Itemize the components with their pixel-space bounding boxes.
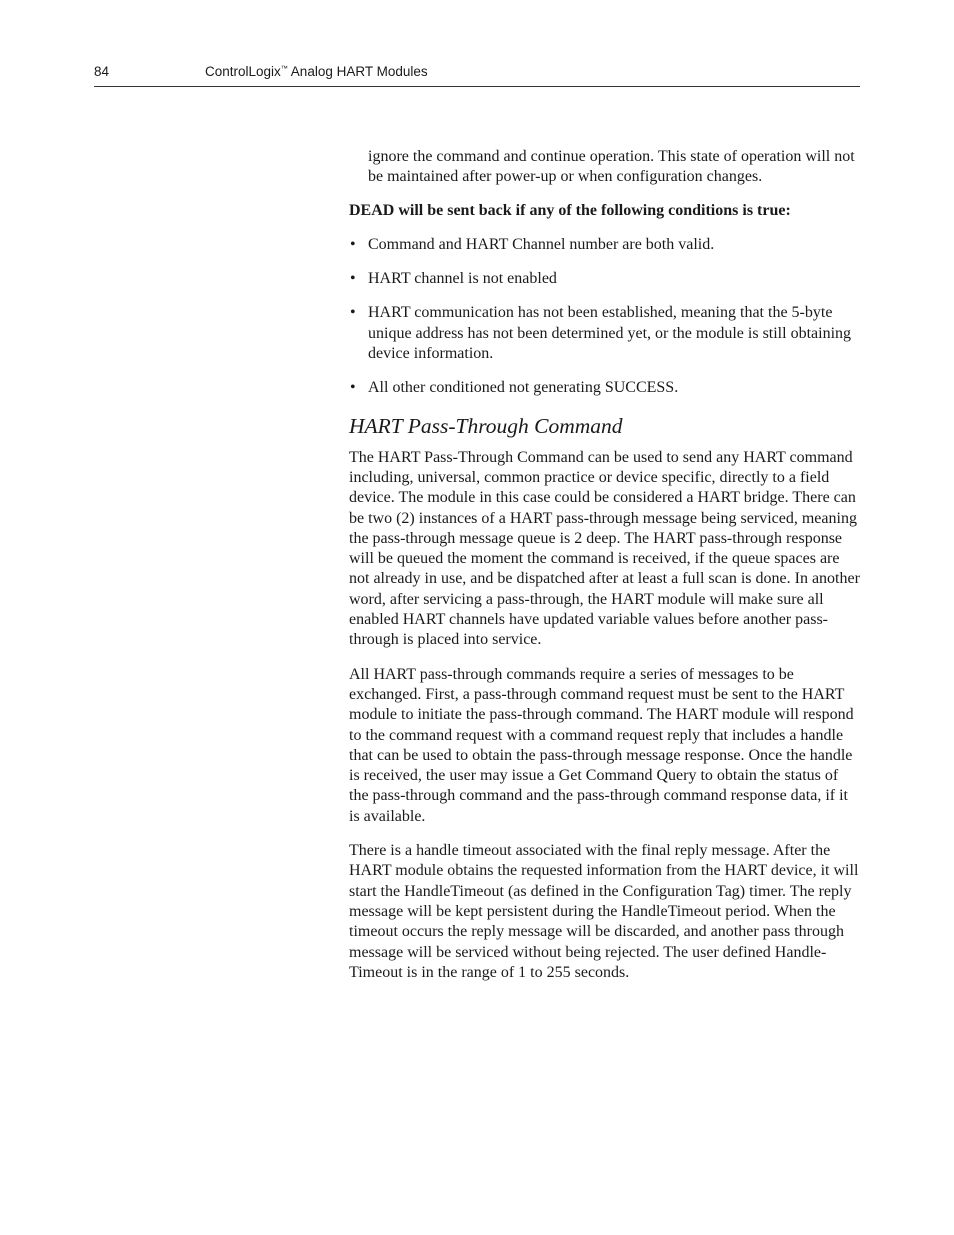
list-item xyxy=(349,303,861,364)
list-item xyxy=(349,269,861,289)
body-paragraph-pass-through-intro: The HART Pass-Through Command can be used to send any HART command including, universal, common practice or device specific, directly to a field device. The module in this case could be considered a HART bridge. There can be two (2) instances of a HART pass-through message being serviced, meaning the pass-through message queue is 2 deep. The HART pass-through response will be queued the moment the command is received, if the queue spaces are not already in use, and be dispatched after at least a full scan is done. In another word, after servicing a pass-through, the HART module will make sure all enabled HART channels have updated variable values before another pass-through is placed into service. xyxy=(349,448,860,649)
page-number: 84 xyxy=(94,64,110,79)
trademark-mark: ™ xyxy=(280,65,288,73)
bullet-icon: • xyxy=(350,304,356,322)
page-header xyxy=(94,62,860,87)
bullet-icon: • xyxy=(350,235,356,253)
dead-conditions-heading: DEAD will be sent back if any of the following conditions is true: xyxy=(349,201,791,219)
list-item-text: All other conditioned not generating SUCCESS. xyxy=(368,379,679,397)
body-paragraph-handle-timeout: There is a handle timeout associated with the final reply message. After the HART module obtains the requested information from the HART device, it will start the HandleTimeout (as defined in the Configuration Tag) timer. The reply message will be kept persistent during the HandleTimeout period. When the timeout occurs the reply message will be discarded, and another pass through message will be serviced without being rejected. The user defined Handle-Timeout is in the range of 1 to 255 seconds. xyxy=(349,842,859,981)
running-title xyxy=(205,64,428,79)
body-paragraph-message-exchange: All HART pass-through commands require a series of messages to be exchanged. First, a pass-through command request must be sent to the HART module to initiate the pass-through command. The HART module will respond to the command request with a command request reply that includes a handle that can be used to obtain the pass-through message response. Once the handle is received, the user may issue a Get Command Query to obtain the status of the pass-through command and the pass-through command response data, if it is available. xyxy=(349,665,854,825)
running-title-main: ControlLogix xyxy=(205,64,281,79)
list-item-text: Command and HART Channel number are both valid. xyxy=(368,235,715,253)
continued-paragraph: ignore the command and continue operation. This state of operation will not be maintained after power-up or when configuration changes. xyxy=(368,148,855,186)
bullet-icon: • xyxy=(350,379,356,397)
running-title-rest: Analog HART Modules xyxy=(287,64,428,79)
list-item xyxy=(349,378,861,398)
list-item-text: HART channel is not enabled xyxy=(368,270,557,288)
list-item-text: HART communication has not been established, meaning that the 5-byte unique address has not been determined yet, or the module is still obtaining device information. xyxy=(368,304,852,363)
list-item xyxy=(349,235,861,255)
bullet-icon: • xyxy=(350,270,356,288)
section-title: HART Pass-Through Command xyxy=(349,413,623,438)
page-content xyxy=(349,147,861,997)
dead-conditions-list xyxy=(349,235,861,399)
